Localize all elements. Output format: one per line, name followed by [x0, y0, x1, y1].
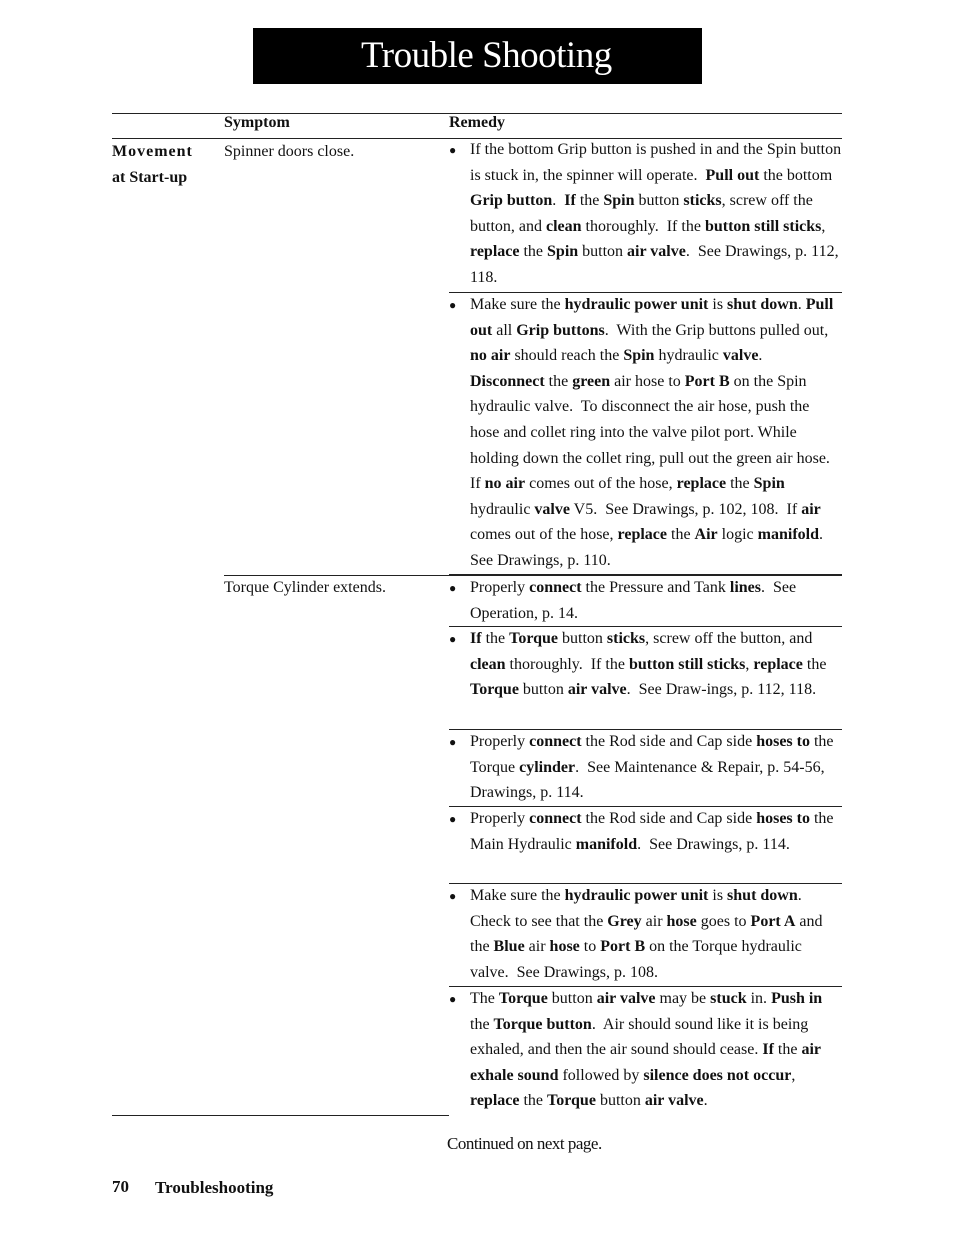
bullet-icon: ● — [449, 889, 457, 903]
remedy-header: Remedy — [449, 114, 505, 131]
category-line-1: Movement — [112, 143, 193, 160]
bullet-icon: ● — [449, 735, 457, 749]
remedy-item: ● The Torque button air valve may be stuck in. Push in the Torque button. Air should sound like it is being exhaled, and then the air sound should cease. If the air exhale sound followed by silence does not occur, replace the Torque button air valve. — [449, 986, 842, 1114]
remedy-item: ● Make sure the hydraulic power unit is shut down. Pull out all Grip buttons. With the Grip buttons pulled out, no air should reach the Spin hydraulic valve. Disconnect the green air hose to Port B on the Spin hydraulic valve. To disconnect the air hose, push the hose and collet ring into the valve pilot port. While holding down the collet ring, pull out the green air hose. If no air comes out of the hose, replace the Spin hydraulic valve V5. See Drawings, p. 102, 108. If air comes out of the hose, replace the Air logic manifold. See Drawings, p. 110. — [449, 292, 842, 575]
bullet-icon: ● — [449, 143, 457, 157]
banner-title: Trouble Shooting — [361, 35, 612, 76]
section-name: Troubleshooting — [155, 1178, 274, 1197]
continued-note: Continued on next page. — [447, 1134, 602, 1153]
table-bottom-rule — [112, 1115, 449, 1116]
symptom-header: Symptom — [224, 114, 290, 131]
bullet-icon: ● — [449, 581, 457, 595]
remedy-item: ● If the Torque button sticks, screw off the button, and clean thoroughly. If the button still sticks, replace the Torque button air valve. See Draw-ings, p. 112, 118. — [449, 626, 842, 730]
bullet-icon: ● — [449, 632, 457, 646]
symptom-spinner-doors: Spinner doors close. — [224, 143, 355, 160]
remedy-item: ● Properly connect the Pressure and Tank lines. See Operation, p. 14. — [449, 575, 842, 627]
category-label — [112, 139, 193, 191]
bullet-icon: ● — [449, 812, 457, 826]
symptom-torque-cylinder: Torque Cylinder extends. — [224, 579, 386, 596]
remedy-item: ● Make sure the hydraulic power unit is shut down. Check to see that the Grey air hose goes to Port A and the Blue air hose to Port B on the Torque hydraulic valve. See Drawings, p. 108. — [449, 883, 842, 987]
remedy-item: ● If the bottom Grip button is pushed in and the Spin button is stuck in, the spinner will operate. Pull out the bottom Grip button. If the Spin button sticks, screw off the button, and clean thoroughly. If the button still sticks, replace the Spin button air valve. See Drawings, p. 112, 118. — [449, 137, 842, 293]
category-line-2: at Start-up — [112, 169, 188, 186]
remedy-item: ● Properly connect the Rod side and Cap side hoses to the Torque cylinder. See Maintenance & Repair, p. 54-56, Drawings, p. 114. — [449, 729, 842, 807]
bullet-icon: ● — [449, 992, 457, 1006]
page-number: 70 — [112, 1177, 129, 1196]
page-banner — [253, 28, 702, 84]
remedy-item: ● Properly connect the Rod side and Cap side hoses to the Main Hydraulic manifold. See Drawings, p. 114. — [449, 806, 842, 884]
bullet-icon: ● — [449, 298, 457, 312]
